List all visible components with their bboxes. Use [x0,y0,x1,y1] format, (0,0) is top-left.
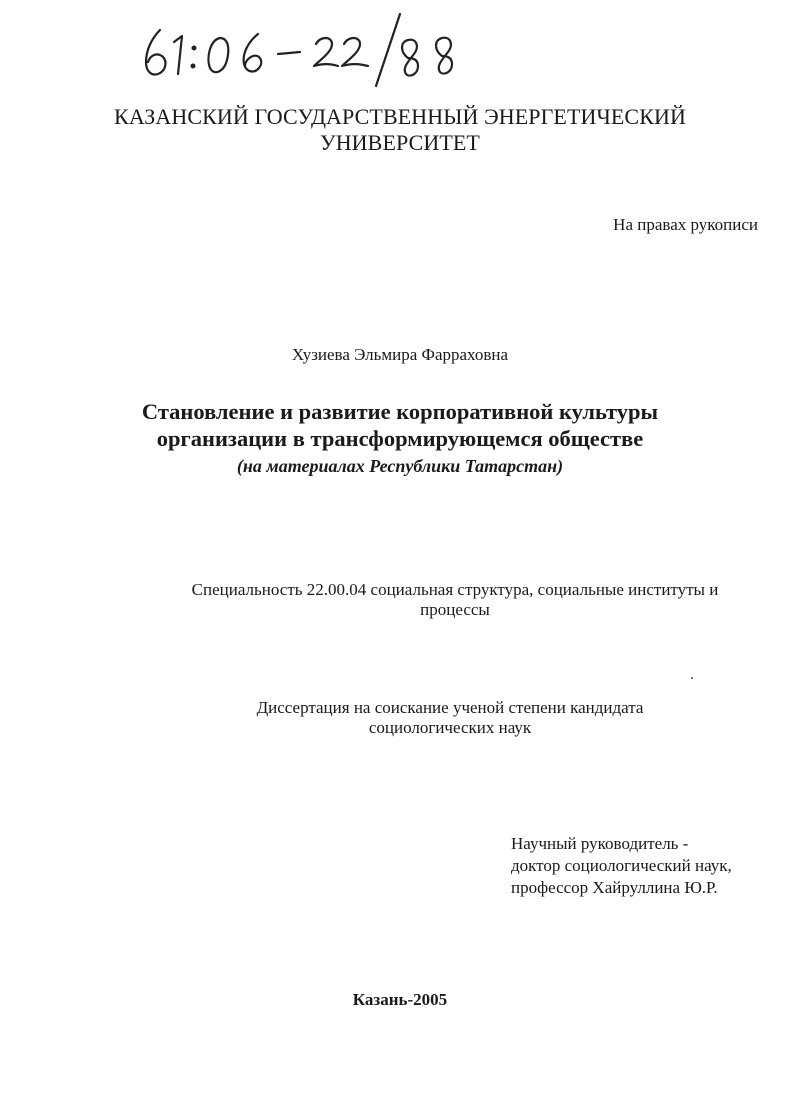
supervisor-line3: профессор Хайруллина Ю.Р. [511,878,718,897]
dissertation-subtitle: (на материалах Республики Татарстан) [236,456,564,476]
supervisor-block [511,833,732,899]
specialty-line1: Специальность 22.00.04 социальная структура, социальные институты и [191,580,719,599]
supervisor-line1: Научный руководитель - [511,834,689,853]
author-name: Хузиева Эльмира Фарраховна [291,345,509,364]
scan-speck [691,677,693,679]
handwritten-catalog-code [138,8,483,88]
supervisor-line2: доктор социологический наук, [511,856,732,875]
dissertation-title [60,398,740,452]
rights-label: На правах рукописи [613,215,758,234]
degree-statement-line2: социологических наук [368,718,532,737]
title-line2: организации в трансформирующемся обществе [156,426,644,451]
degree-statement-line1: Диссертация на соискание ученой степени кандидата [256,698,644,717]
degree-statement [150,698,750,738]
handwritten-code-drawing [138,8,483,88]
title-line1: Становление и развитие корпоративной культуры [141,399,659,424]
university-name-line1: КАЗАНСКИЙ ГОСУДАРСТВЕННЫЙ ЭНЕРГЕТИЧЕСКИЙ [114,104,686,129]
specialty-line2: процессы [420,600,490,619]
university-name-line2: УНИВЕРСИТЕТ [320,130,480,155]
specialty-text [130,580,780,620]
city-year: Казань-2005 [352,990,448,1009]
university-name [100,104,700,156]
